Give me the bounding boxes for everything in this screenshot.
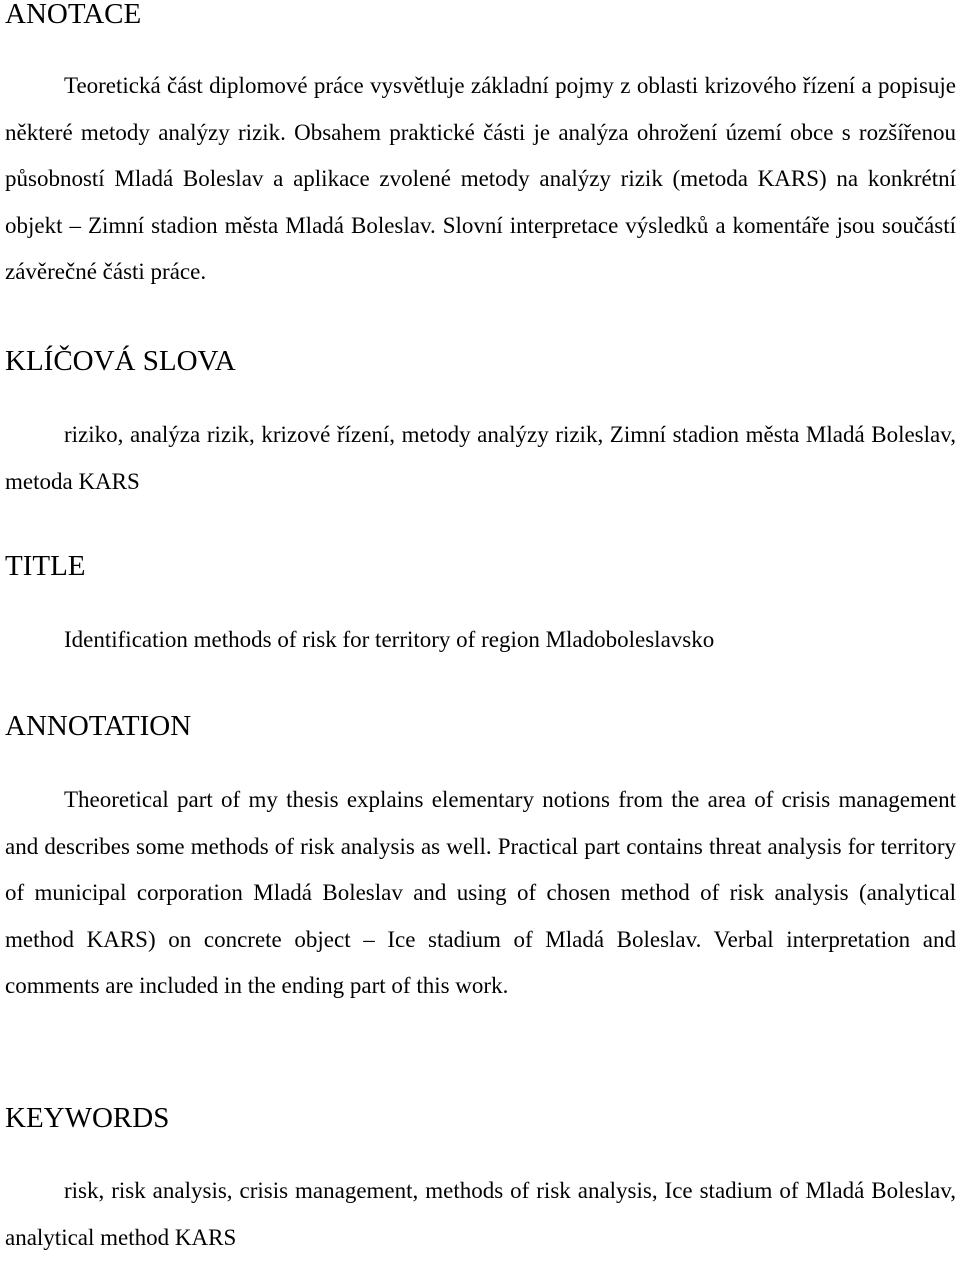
paragraph-anotace: Teoretická část diplomové práce vysvětluje základní pojmy z oblasti krizového řízení a popisuje některé metody analýzy rizik. Obsahem praktické části je analýza ohrožení území obce s rozšířenou působností Mladá Boleslav a aplikace zvolené metody analýzy rizik (metoda KARS) na konkrétní objekt – Zimní stadion města Mladá Boleslav. Slovní interpretace výsledků a komentáře jsou součástí závěrečné části práce. [5,73,956,284]
section-keywords [5,1104,956,1261]
paragraph-klicova-slova: riziko, analýza rizik, krizové řízení, metody analýzy rizik, Zimní stadion města Mladá Boleslav, metoda KARS [5,422,956,494]
heading-anotace: ANOTACE [5,0,142,30]
section-anotace [5,0,956,296]
paragraph-keywords: risk, risk analysis, crisis management, methods of risk analysis, Ice stadium of Mladá Boleslav, analytical method KARS [5,1178,956,1250]
heading-annotation: ANNOTATION [5,710,192,742]
section-annotation [5,712,956,1010]
section-klicova-slova [5,347,956,505]
heading-klicova-slova: KLÍČOVÁ SLOVA [5,345,236,377]
heading-keywords: KEYWORDS [5,1102,170,1134]
heading-title: TITLE [5,550,86,582]
paragraph-annotation: Theoretical part of my thesis explains elementary notions from the area of crisis management and describes some methods of risk analysis as well. Practical part contains threat analysis for territory of municipal corporation Mladá Boleslav and using of chosen method of risk analysis (analytical method KARS) on concrete object – Ice stadium of Mladá Boleslav. Verbal interpretation and comments are included in the ending part of this work. [5,787,956,998]
section-title [5,552,956,664]
paragraph-title: Identification methods of risk for territory of region Mladoboleslavsko [64,627,715,652]
